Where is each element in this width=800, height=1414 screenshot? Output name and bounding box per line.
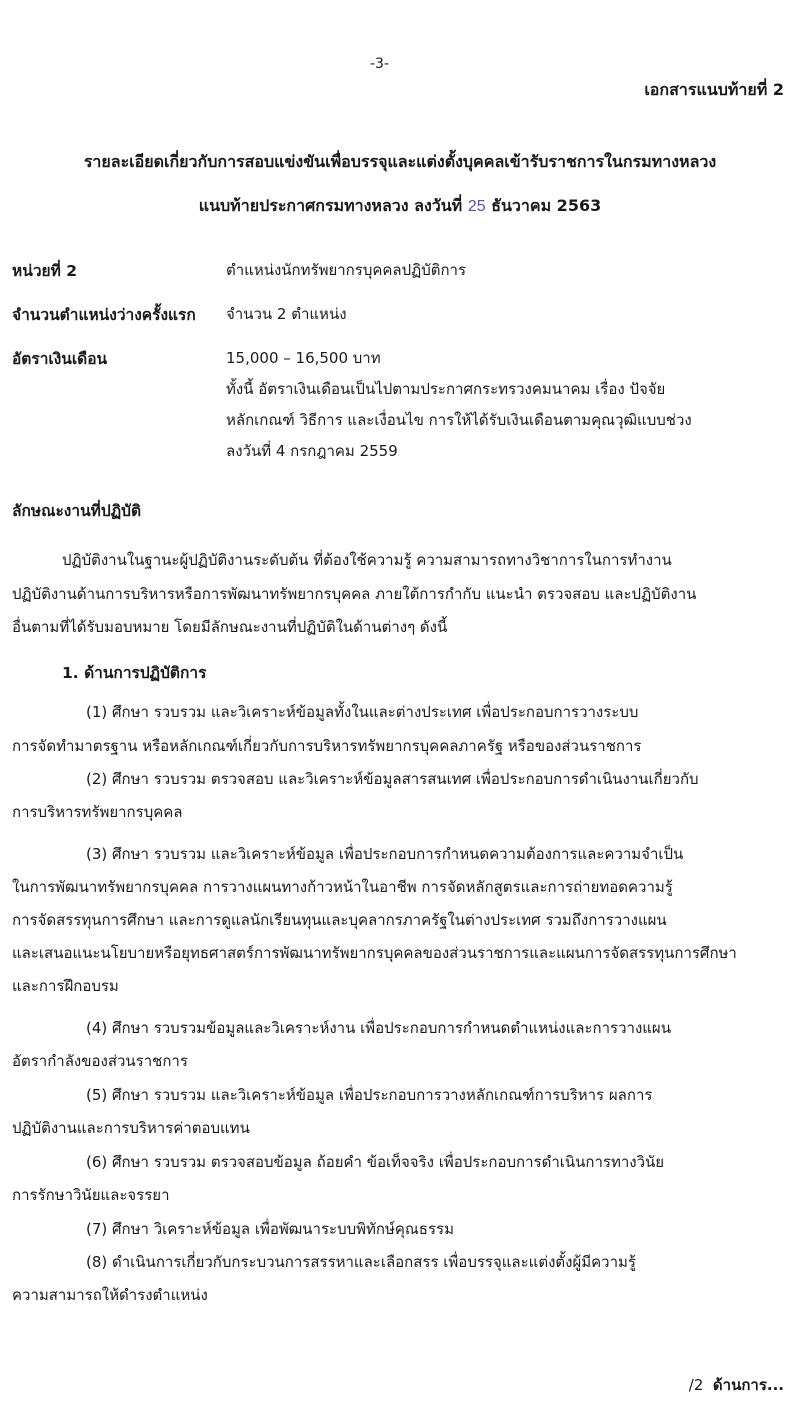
intro-line: ปฏิบัติงานด้านการบริหารหรือการพัฒนาทรัพยากรบุคคล ภายใต้การกำกับ แนะนำ ตรวจสอบ และปฏิบัติงาน <box>12 585 697 603</box>
duty-item-continued: อัตรากำลังของส่วนราชการ <box>12 1052 188 1070</box>
section1-heading: 1. ด้านการปฏิบัติการ <box>62 664 207 682</box>
salary-note-line: ลงวันที่ 4 กรกฎาคม 2559 <box>226 442 398 460</box>
duty-item-continued: การบริหารทรัพยากรบุคคล <box>12 803 183 821</box>
subtitle-suffix: ธันวาคม 2563 <box>491 196 602 215</box>
vacancy-value: จำนวน 2 ตำแหน่ง <box>226 305 347 323</box>
duty-item: (6) ศึกษา รวบรวม ตรวจสอบข้อมูล ถ้อยคำ ข้อเท็จจริง เพื่อประกอบการดำเนินการทางวินัย <box>86 1153 665 1171</box>
subtitle-prefix: แนบท้ายประกาศกรมทางหลวง ลงวันที่ <box>198 196 463 215</box>
duty-item-continued: และการฝึกอบรม <box>12 977 119 995</box>
handwritten-day: 25 <box>467 198 486 215</box>
continuation-text: ด้านการ... <box>712 1376 784 1394</box>
duty-item-continued: ในการพัฒนาทรัพยากรบุคคล การวางแผนทางก้าวหน้าในอาชีพ การจัดหลักสูตรและการถ่ายทอดความรู้ <box>12 878 673 896</box>
duty-item: (5) ศึกษา รวบรวม และวิเคราะห์ข้อมูล เพื่อประกอบการวางหลักเกณฑ์การบริหาร ผลการ <box>86 1086 653 1104</box>
duty-item-continued: การจัดทำมาตรฐาน หรือหลักเกณฑ์เกี่ยวกับการบริหารทรัพยากรบุคคลภาครัฐ หรือของส่วนราชการ <box>12 737 642 755</box>
continuation-prefix: /2 <box>688 1376 704 1394</box>
unit-label: หน่วยที่ 2 <box>12 262 77 280</box>
annex-label: เอกสารแนบท้ายที่ 2 <box>644 80 784 99</box>
salary-note-line: ทั้งนี้ อัตราเงินเดือนเป็นไปตามประกาศกระทรวงคมนาคม เรื่อง ปัจจัย <box>226 380 666 398</box>
duty-item-continued: และเสนอแนะนโยบายหรือยุทธศาสตร์การพัฒนาทรัพยากรบุคคลของส่วนราชการและแผนการจัดสรรทุนการศึกษา <box>12 944 737 962</box>
page-number: -3- <box>370 56 390 72</box>
duty-item-continued: การจัดสรรทุนการศึกษา และการดูแลนักเรียนทุนและบุคลากรภาครัฐในต่างประเทศ รวมถึงการวางแผน <box>12 911 667 929</box>
salary-label: อัตราเงินเดือน <box>12 350 108 368</box>
salary-note-line: หลักเกณฑ์ วิธีการ และเงื่อนไข การให้ได้รับเงินเดือนตามคุณวุฒิแบบช่วง <box>226 411 692 429</box>
document-subtitle <box>0 194 800 219</box>
intro-line: อื่นตามที่ได้รับมอบหมาย โดยมีลักษณะงานที่ปฏิบัติในด้านต่างๆ ดังนี้ <box>12 618 448 636</box>
duty-item-continued: ความสามารถให้ดำรงตำแหน่ง <box>12 1286 208 1304</box>
duty-item-continued: ปฏิบัติงานและการบริหารค่าตอบแทน <box>12 1119 250 1137</box>
duty-item: (1) ศึกษา รวบรวม และวิเคราะห์ข้อมูลทั้งในและต่างประเทศ เพื่อประกอบการวางระบบ <box>86 703 639 721</box>
continuation-note <box>689 1373 784 1397</box>
unit-value: ตำแหน่งนักทรัพยากรบุคคลปฏิบัติการ <box>226 261 467 279</box>
duty-item: (2) ศึกษา รวบรวม ตรวจสอบ และวิเคราะห์ข้อมูลสารสนเทศ เพื่อประกอบการดำเนินงานเกี่ยวกับ <box>86 770 699 788</box>
duty-item: (4) ศึกษา รวบรวมข้อมูลและวิเคราะห์งาน เพื่อประกอบการกำหนดตำแหน่งและการวางแผน <box>86 1019 671 1037</box>
job-nature-heading: ลักษณะงานที่ปฏิบัติ <box>12 502 142 520</box>
salary-value: 15,000 – 16,500 บาท <box>226 349 381 367</box>
document-title: รายละเอียดเกี่ยวกับการสอบแข่งขันเพื่อบรรจุและแต่งตั้งบุคคลเข้ารับราชการในกรมทางหลวง <box>83 152 717 171</box>
duty-item: (7) ศึกษา วิเคราะห์ข้อมูล เพื่อพัฒนาระบบพิทักษ์คุณธรรม <box>86 1220 454 1238</box>
duty-item-continued: การรักษาวินัยและจรรยา <box>12 1186 170 1204</box>
vacancy-label: จำนวนตำแหน่งว่างครั้งแรก <box>12 306 196 324</box>
intro-line: ปฏิบัติงานในฐานะผู้ปฏิบัติงานระดับต้น ที่ต้องใช้ความรู้ ความสามารถทางวิชาการในการทำงาน <box>62 551 672 569</box>
duty-item: (3) ศึกษา รวบรวม และวิเคราะห์ข้อมูล เพื่อประกอบการกำหนดความต้องการและความจำเป็น <box>86 845 684 863</box>
duty-item: (8) ดำเนินการเกี่ยวกับกระบวนการสรรหาและเลือกสรร เพื่อบรรจุและแต่งตั้งผู้มีความรู้ <box>86 1253 636 1271</box>
